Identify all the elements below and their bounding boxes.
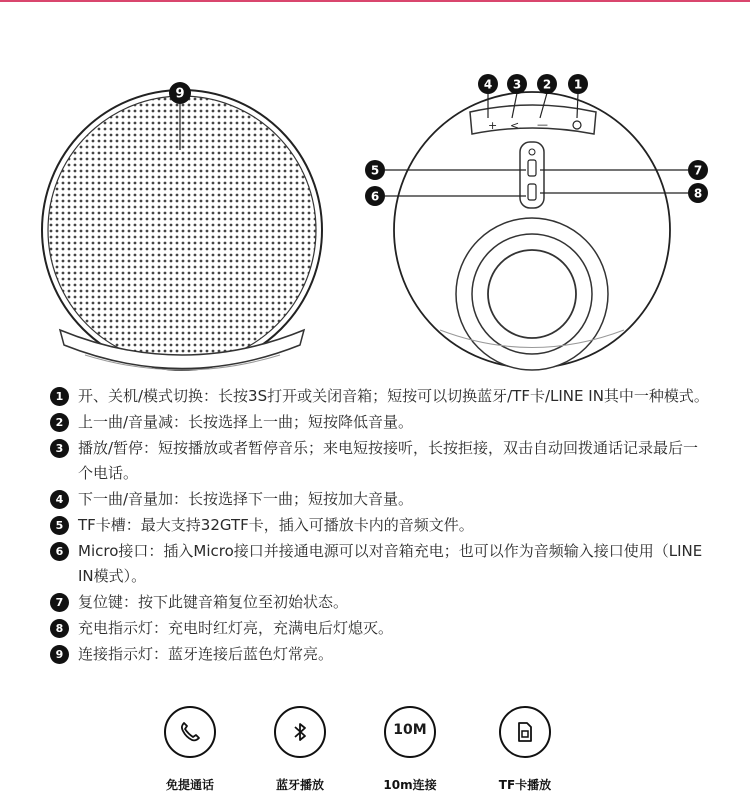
item-number-badge: 3 [50, 439, 69, 458]
svg-text:—: — [537, 118, 548, 131]
feature-icons-row [0, 706, 750, 806]
phone-icon [164, 706, 216, 758]
svg-text:8: 8 [693, 186, 703, 201]
feature-label: 10m连接 [383, 778, 437, 792]
item-text: 上一曲/音量减：长按选择上一曲；短按降低音量。 [78, 413, 414, 431]
item-text: 下一曲/音量加：长按选择下一曲；短按加大音量。 [78, 490, 414, 508]
svg-text:1: 1 [573, 77, 583, 92]
list-item [50, 590, 710, 615]
function-description-list [50, 384, 710, 668]
item-text: 充电指示灯：充电时红灯亮，充满电后灯熄灭。 [78, 619, 394, 637]
item-number-badge: 1 [50, 387, 69, 406]
item-text: 复位键：按下此键音箱复位至初始状态。 [78, 593, 349, 611]
list-item [50, 436, 710, 486]
svg-text:7: 7 [693, 163, 703, 178]
item-text: 开、关机/模式切换：长按3S打开或关闭音箱；短按可以切换蓝牙/TF卡/LINE IN其中一种模式。 [78, 387, 709, 405]
list-item [50, 616, 710, 641]
feature-label: 免提通话 [165, 778, 214, 792]
item-number-badge: 9 [50, 645, 69, 664]
feature-bluetooth [245, 706, 355, 793]
item-text: 播放/暂停：短按播放或者暂停音乐；来电短按接听，长按拒接，双击自动回拨通话记录最后一个电话。 [78, 439, 699, 482]
svg-text:3: 3 [512, 77, 522, 92]
speaker-back-view [365, 74, 708, 370]
item-number-badge: 4 [50, 490, 69, 509]
feature-handsfree [135, 706, 245, 793]
svg-text:+: + [488, 119, 498, 132]
feature-tf-card [470, 706, 580, 793]
product-diagram [0, 0, 750, 380]
list-item [50, 410, 710, 435]
item-number-badge: 6 [50, 542, 69, 561]
svg-text:6: 6 [370, 189, 380, 204]
list-item [50, 539, 710, 589]
feature-range [355, 706, 465, 793]
list-item [50, 487, 710, 512]
marker-9-label: 9 [175, 86, 185, 102]
item-number-badge: 2 [50, 413, 69, 432]
svg-text:4: 4 [483, 77, 493, 92]
item-text: 连接指示灯：蓝牙连接后蓝色灯常亮。 [78, 645, 334, 663]
item-number-badge: 7 [50, 593, 69, 612]
speaker-front-view [42, 82, 322, 370]
bluetooth-icon [274, 706, 326, 758]
list-item [50, 384, 710, 409]
svg-text:2: 2 [542, 77, 552, 92]
range-text: 10M [393, 722, 427, 738]
feature-label: TF卡播放 [498, 778, 552, 792]
feature-label: 蓝牙播放 [275, 778, 324, 792]
item-text: TF卡槽：最大支持32GTF卡，插入可播放卡内的音频文件。 [78, 516, 474, 534]
list-item [50, 513, 710, 538]
tf-card-icon [499, 706, 551, 758]
item-number-badge: 5 [50, 516, 69, 535]
svg-text:<: < [510, 119, 520, 132]
list-item [50, 642, 710, 667]
range-10m-icon [384, 706, 436, 758]
svg-text:5: 5 [370, 163, 380, 178]
item-text: Micro接口：插入Micro接口并接通电源可以对音箱充电；也可以作为音频输入接口使用（LINE IN模式）。 [78, 542, 703, 585]
item-number-badge: 8 [50, 619, 69, 638]
